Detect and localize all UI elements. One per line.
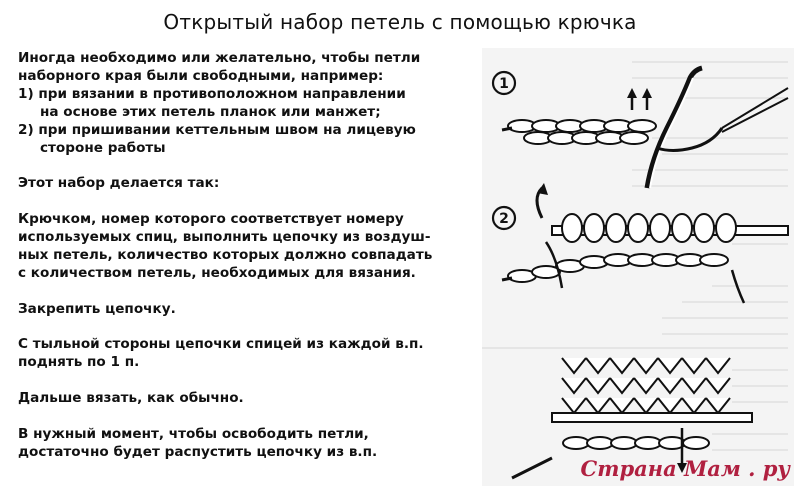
step-line: В нужный момент, чтобы освободить петли, [18, 425, 369, 442]
knitting-illustration [482, 48, 794, 486]
step-2-figure [493, 183, 788, 303]
step-line: достаточно будет распустить цепочку из в.п. [18, 443, 378, 460]
how-heading: Этот набор делается так: [18, 175, 220, 192]
list-item-continuation: на основе этих петель планок или манжет; [40, 103, 381, 120]
step-line: Крючком, номер которого соответствует номеру [18, 211, 404, 228]
intro-line: наборного края были свободными, например: [18, 67, 384, 84]
step-line: С тыльной стороны цепочки спицей из каждой в.п. [18, 336, 424, 353]
list-item-continuation: стороне работы [40, 139, 166, 156]
step-line: Закрепить цепочку. [18, 300, 176, 317]
step-line: поднять по 1 п. [18, 354, 140, 371]
step-line: ных петель, количество которых должно совпадать [18, 246, 433, 263]
illustration-drawing [482, 48, 794, 486]
intro-line: Иногда необходимо или желательно, чтобы петли [18, 50, 421, 66]
step-line: Дальше вязать, как обычно. [18, 390, 244, 407]
page-title: Открытый набор петель с помощью крючка [163, 10, 637, 34]
site-watermark: Страна Мам . ру [580, 456, 790, 481]
step-2-label: 2 [499, 211, 509, 227]
list-item: 1) при вязании в противоположном направлении [18, 85, 406, 102]
step-line: с количеством петель, необходимых для вязания. [18, 264, 416, 281]
list-item: 2) при пришивании кеттельным швом на лицевую [18, 121, 416, 138]
step-line: используемых спиц, выполнить цепочку из воздуш- [18, 229, 431, 246]
step-1-label: 1 [499, 76, 509, 92]
instructions-text [18, 50, 458, 462]
